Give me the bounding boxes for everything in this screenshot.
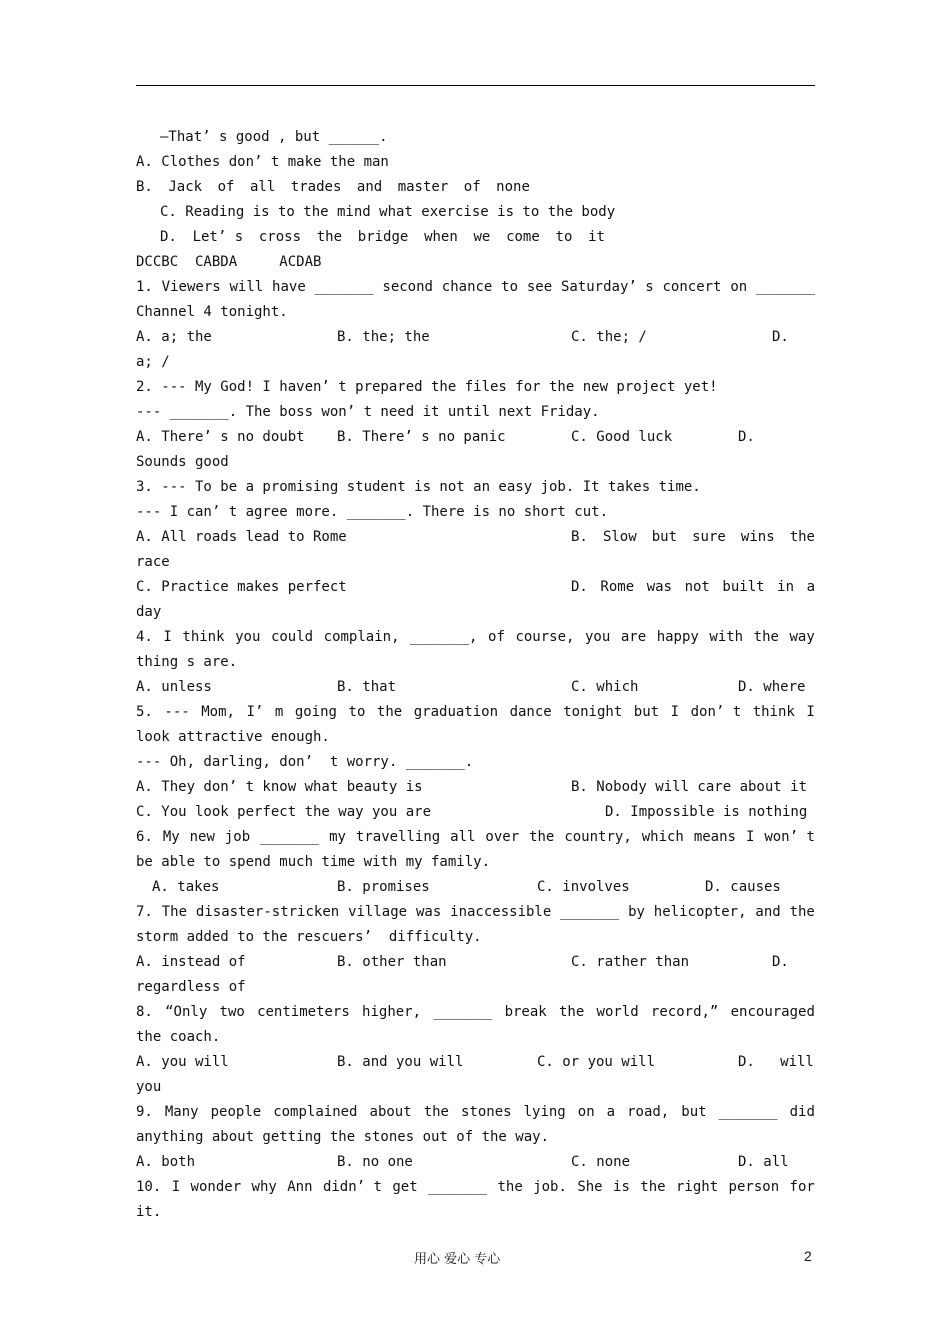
word: _______ [428,1179,488,1195]
word: second [382,279,433,295]
word: Ann [287,1179,313,1195]
q7-options [136,950,815,975]
word: 7. [136,904,153,920]
word: encouraged [730,1004,815,1020]
word: could [270,629,314,645]
prev-question-line: —That’ s good , but ______. [160,129,388,145]
word: concert [662,279,722,295]
q3-options-ab [136,525,815,550]
q4-option-d: D. where [738,679,806,695]
word: have [272,279,306,295]
word: when [424,229,458,245]
word: we [473,229,491,245]
word: over [485,829,520,845]
q4-option-b: B. that [337,679,397,695]
q3-option-c: C. Practice makes perfect [136,579,347,595]
word: 1. [136,279,153,295]
q2-stem: 2. --- My God! I haven’ t prepared the files for the new project yet! [136,379,718,395]
word: happy [656,629,699,645]
word: --- [164,704,190,720]
word: two [219,1004,245,1020]
word: D. [571,579,588,595]
word: I [806,704,815,720]
word: did [789,1104,815,1120]
q3-option-b-text: race [136,554,170,570]
option-b [136,175,530,200]
word: _______ [718,1104,778,1120]
word: way [789,629,815,645]
word: I [745,829,755,845]
word: for [789,1179,815,1195]
word: of [217,179,235,195]
word: why [251,1179,277,1195]
word: the [376,704,403,720]
word: was [415,904,442,920]
word: to [348,704,366,720]
q1-option-b: B. the; the [337,329,430,345]
q5-stem [136,700,815,725]
word: graduation [413,704,499,720]
word: centimeters [257,1004,350,1020]
word: trades [290,179,342,195]
q1-options [136,325,815,350]
word: _______ [314,279,374,295]
word: 10. [136,1179,162,1195]
word: get [392,1179,418,1195]
q3-option-a: A. All roads lead to Rome [136,529,347,545]
word: country, [564,829,632,845]
word: break [504,1004,547,1020]
word: the [558,1004,585,1020]
q5-option-d: D. Impossible is nothing [605,804,808,820]
q5-options-ab [136,775,815,800]
word: new [189,829,215,845]
word: complain, [323,629,400,645]
word: B. [136,179,153,195]
word: helicopter, [653,904,747,920]
word: it [588,229,605,245]
q5-option-a: A. They don’ t know what beauty is [136,779,423,795]
word: I [171,1179,181,1195]
q8-option-a: A. you will [136,1054,229,1070]
word: a [606,1104,616,1120]
q7-option-c: C. rather than [571,954,690,970]
word: about [369,1104,412,1120]
q1-stem-cont: Channel 4 tonight. [136,304,288,320]
word: dance [509,704,552,720]
word: all [450,829,476,845]
word: 9. [136,1104,153,1120]
word: She [577,1179,603,1195]
q4-options [136,675,815,700]
word: world [596,1004,639,1020]
q8-stem [136,1000,815,1025]
word: _______ [260,829,320,845]
word: person [728,1179,780,1195]
q3-stem: 3. --- To be a promising student is not an easy job. It takes time. [136,479,701,495]
q6-options [136,875,815,900]
word: didn’ t [322,1179,382,1195]
word: Let’ s [192,229,244,245]
q5-reply: --- Oh, darling, don’ t worry. _______. [136,754,474,770]
word: the [789,904,815,920]
q8-option-b: B. and you will [337,1054,464,1070]
q9-option-a: A. both [136,1154,196,1170]
q9-options [136,1150,815,1175]
exercise-content [136,125,815,1225]
q1-option-a: A. a; the [136,329,212,345]
q5-option-c: C. You look perfect the way you are [136,804,432,820]
q10-stem-cont: it. [136,1204,162,1220]
word: job. [533,1179,567,1195]
word: in [777,579,794,595]
q2-option-d-text: Sounds good [136,454,229,470]
word: the [423,1104,449,1120]
option-c: C. Reading is to the mind what exercise is to the body [160,204,616,220]
word: will [229,279,264,295]
word: Jack [168,179,203,195]
word: of [463,179,481,195]
word: B. [571,529,588,545]
word: think [182,629,225,645]
q6-option-b: B. promises [337,879,430,895]
q8-option-d: D. will [738,1054,814,1070]
word: to [501,279,519,295]
word: _______ [433,1004,493,1020]
word: my [329,829,346,845]
option-a: A. Clothes don’ t make the man [136,154,389,170]
word: Rome [600,579,635,595]
word: the [753,629,779,645]
word: don’ t [690,704,742,720]
option-d [136,225,605,250]
q9-option-b: B. no one [337,1154,413,1170]
word: cross [258,229,302,245]
q8-option-c: C. or you will [537,1054,656,1070]
q4-option-c: C. which [571,679,639,695]
word: on [577,1104,595,1120]
word: higher, [362,1004,422,1020]
word: means [693,829,736,845]
word: sure [692,529,726,545]
q7-stem [136,900,815,925]
word: going [294,704,337,720]
word: and [755,904,781,920]
word: built [722,579,765,595]
word: with [709,629,744,645]
q9-stem [136,1100,815,1125]
header-rule [136,85,815,86]
word: tonight [563,704,623,720]
word: the [789,529,815,545]
q9-option-c: C. none [571,1154,631,1170]
word: travelling [355,829,441,845]
word: Viewers [161,279,221,295]
word: _______ [755,279,815,295]
word: not [684,579,710,595]
word: and [356,179,383,195]
q1-option-d: D. [772,329,789,345]
word: complained [273,1104,358,1120]
word: but [651,529,678,545]
word: _______, [410,629,478,645]
word: inaccessible [450,904,552,920]
word: record,” [650,1004,719,1020]
q8-stem-cont: the coach. [136,1029,221,1045]
word: but [633,704,660,720]
word: “Only [165,1004,208,1020]
q6-stem [136,825,815,850]
q5-stem-cont: look attractive enough. [136,729,330,745]
word: The [161,904,188,920]
word: job [224,829,251,845]
word: 8. [136,1004,153,1020]
word: wonder [190,1179,242,1195]
answer-key: DCCBC CABDA ACDAB [136,254,322,270]
q2-option-b: B. There’ s no panic [337,429,506,445]
q10-stem [136,1175,815,1200]
q8-option-d-text: you [136,1079,162,1095]
q2-options [136,425,815,450]
page-number: 2 [804,1248,812,1264]
q2-option-d: D. [738,429,755,445]
q7-option-b: B. other than [337,954,447,970]
word: disaster-stricken [195,904,340,920]
q7-stem-cont: storm added to the rescuers’ difficulty. [136,929,482,945]
q4-stem [136,625,815,650]
word: village [348,904,408,920]
q7-option-d: D. [772,954,789,970]
q4-stem-cont: thing s are. [136,654,238,670]
word: is [613,1179,630,1195]
q1-option-d-text: a; / [136,354,170,370]
word: wins [740,529,775,545]
word: Saturday’ s [560,279,654,295]
q7-option-a: A. instead of [136,954,246,970]
word: the [316,229,343,245]
q3-options-cd [136,575,815,600]
word: come [506,229,540,245]
word: lying [523,1104,566,1120]
word: you [235,629,261,645]
word: a [806,579,815,595]
q6-option-d: D. causes [705,879,781,895]
footer-motto: 用心 爱心 专心 [414,1252,501,1267]
word: 6. [136,829,153,845]
word: m [274,704,284,720]
q6-option-a: A. takes [152,879,220,895]
q1-option-c: C. the; / [571,329,647,345]
word: I [163,629,172,645]
word: _______ [560,904,620,920]
word: which [641,829,684,845]
q2-stem-cont: --- _______. The boss won’ t need it until next Friday. [136,404,600,420]
q5-option-b: B. Nobody will care about it [571,779,808,795]
word: Slow [602,529,637,545]
word: My [162,829,180,845]
q3-option-d-text: day [136,604,162,620]
q6-stem-cont: be able to spend much time with my family. [136,854,491,870]
word: people [210,1104,262,1120]
word: on [730,279,748,295]
word: by [628,904,645,920]
word: road, [627,1104,670,1120]
word: chance [441,279,493,295]
word: of [488,629,505,645]
word: you [585,629,611,645]
word: was [646,579,672,595]
word: the [640,1179,666,1195]
word: I’ [246,704,264,720]
q7-option-d-text: regardless of [136,979,246,995]
q5-options-cd [136,800,815,825]
word: I [670,704,680,720]
word: think [752,704,795,720]
q3-option-d [571,575,815,600]
q9-option-d: D. all [738,1154,789,1170]
q2-option-c: C. Good luck [571,429,673,445]
word: 4. [136,629,153,645]
word: bridge [357,229,409,245]
word: Many [164,1104,199,1120]
word: none [496,179,530,195]
word: are [620,629,647,645]
word: the [497,1179,523,1195]
word: to [555,229,573,245]
q9-stem-cont: anything about getting the stones out of the way. [136,1129,550,1145]
word: D. [160,229,177,245]
word: all [249,179,276,195]
word: stones [461,1104,512,1120]
q6-option-c: C. involves [537,879,630,895]
word: but [681,1104,707,1120]
q3-stem-cont: --- I can’ t agree more. _______. There is no short cut. [136,504,609,520]
q2-option-a: A. There’ s no doubt [136,429,305,445]
q8-options [136,1050,815,1075]
word: see [526,279,553,295]
word: Mom, [201,704,235,720]
word: the [529,829,555,845]
q1-stem [136,275,815,300]
q3-option-b [571,525,815,550]
word: course, [515,629,575,645]
q4-option-a: A. unless [136,679,212,695]
word: master [397,179,449,195]
word: right [675,1179,719,1195]
word: won’ t [764,829,815,845]
word: 5. [136,704,153,720]
